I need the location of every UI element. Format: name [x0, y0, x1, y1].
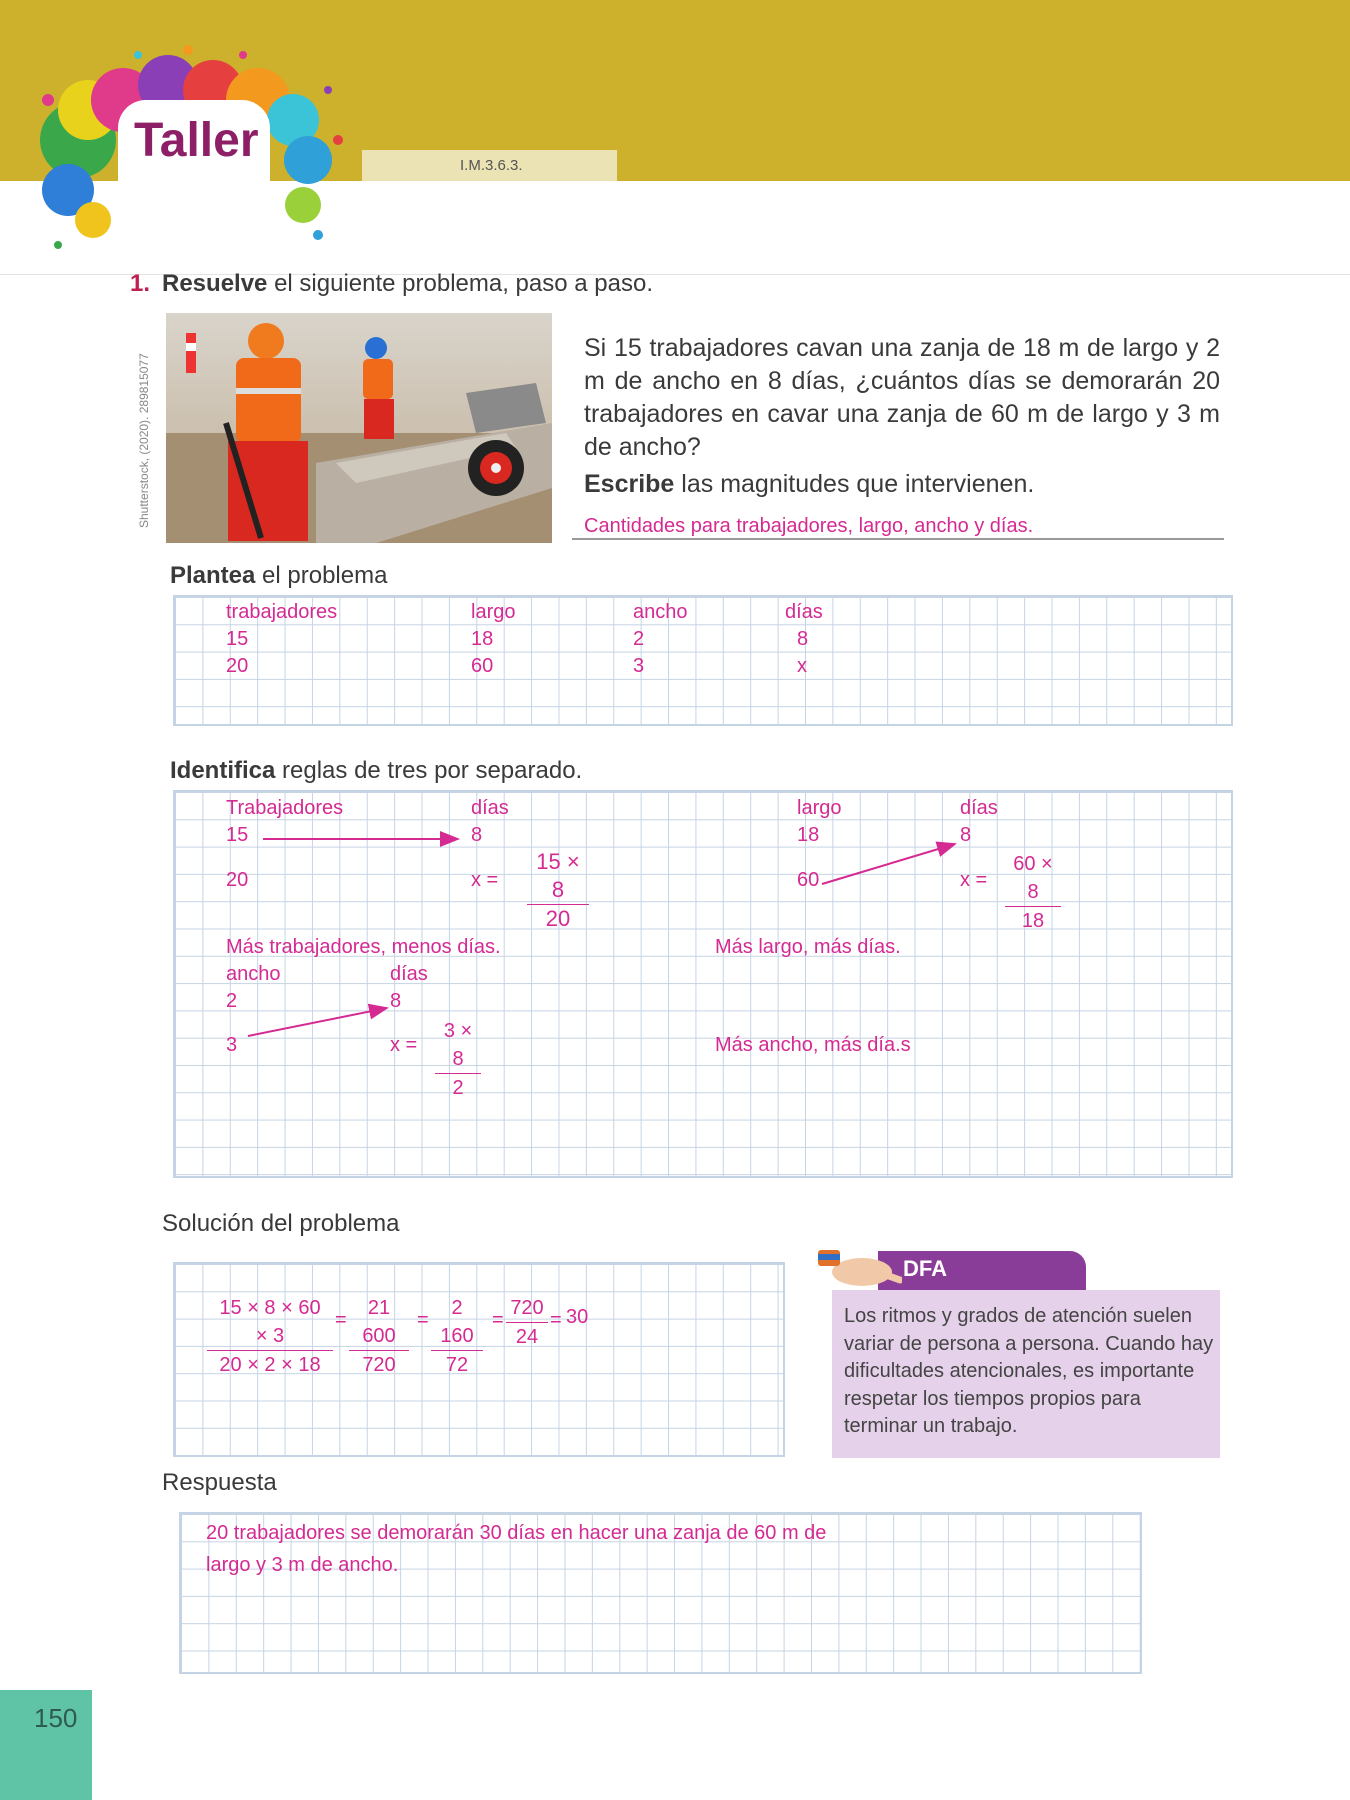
- rule2-value: 8: [960, 824, 972, 846]
- rule1-denominator: 20: [545, 906, 571, 931]
- plantea-cell: x: [797, 655, 807, 677]
- plantea-header-ancho: ancho: [633, 601, 688, 623]
- plantea-cell: 8: [797, 628, 809, 650]
- dfa-title: DFA: [903, 1256, 947, 1281]
- rule-arrows: [175, 792, 1235, 1180]
- plantea-cell: 60: [471, 655, 494, 677]
- rule3-header-a: ancho: [226, 963, 281, 985]
- curriculum-code: I.M.3.6.3.: [362, 150, 617, 181]
- plantea-header-largo: largo: [471, 601, 516, 623]
- equals-sign: =: [492, 1309, 504, 1331]
- rule1-header-b: días: [471, 797, 509, 819]
- rule2-numerator: 60 × 8: [1005, 850, 1061, 907]
- rule2-header-a: largo: [797, 797, 842, 819]
- equals-sign: =: [335, 1309, 347, 1331]
- rule1-note: Más trabajadores, menos días.: [226, 936, 501, 958]
- identifica-heading: Identifica reglas de tres por separado.: [170, 757, 583, 784]
- solution-fraction-4: [506, 1294, 548, 1351]
- rule3-x-label: x =: [390, 1034, 418, 1056]
- arrow-rule2: [822, 844, 955, 884]
- rule1-header-a: Trabajadores: [226, 797, 344, 819]
- rule3-denominator: 2: [452, 1077, 464, 1099]
- question-instruction: Resuelve el siguiente problema, paso a paso.: [162, 270, 653, 297]
- solution-fraction-1: [207, 1294, 333, 1379]
- rule3-numerator: 3 × 8: [435, 1017, 481, 1074]
- rule1-value: 15: [226, 824, 249, 846]
- problem-statement: Si 15 trabajadores cavan una zanja de 18 m de largo y 2 m de ancho en 8 días, ¿cuántos días se demorarán 20 trabajadores en cavar una zanja de 60 m de largo y 3 m de ancho?: [584, 334, 1220, 461]
- equals-sign: =: [550, 1309, 562, 1331]
- identifica-grid: [173, 790, 1233, 1178]
- image-credit: Shutterstock, (2020). 289815077: [137, 353, 151, 528]
- plantea-header-dias: días: [785, 601, 823, 623]
- solution-fraction-2: [349, 1294, 409, 1379]
- rule2-x-label: x =: [960, 869, 988, 891]
- rule2-value: 60: [797, 869, 820, 891]
- plantea-grid: [173, 595, 1233, 726]
- rule3-note: Más ancho, más día.s: [715, 1034, 911, 1056]
- plantea-heading: Plantea el problema: [170, 562, 388, 589]
- question-number: 1.: [130, 270, 151, 297]
- rule2-denominator: 18: [1021, 910, 1045, 932]
- rule3-header-b: días: [390, 963, 428, 985]
- solucion-grid: [173, 1262, 785, 1457]
- respuesta-line-1: 20 trabajadores se demorarán 30 días en hacer una zanja de 60 m de: [206, 1522, 827, 1544]
- rule1-numerator: 15 × 8: [527, 848, 589, 905]
- section-title: Taller: [134, 114, 259, 167]
- plantea-cell: 3: [633, 655, 645, 677]
- dfa-text: Los ritmos y grados de atención suelen variar de persona a persona. Cuando hay dificultades atencionales, es importante respetar los tiempos propios para terminar un trabajo.: [844, 1305, 1214, 1437]
- equals-sign: =: [417, 1309, 429, 1331]
- rule3-value: 2: [226, 990, 238, 1012]
- fraction-denominator: 24: [515, 1326, 539, 1348]
- fraction-numerator: 15 × 8 × 60 × 3: [207, 1294, 333, 1351]
- fraction-numerator: 720: [506, 1294, 548, 1323]
- respuesta-heading: Respuesta: [162, 1469, 277, 1496]
- plantea-cell: 18: [471, 628, 494, 650]
- magnitudes-answer: Cantidades para trabajadores, largo, ancho y días.: [584, 515, 1034, 537]
- fraction-numerator: 2 160: [431, 1294, 483, 1351]
- workers-photo: [166, 313, 552, 543]
- rule2-header-b: días: [960, 797, 998, 819]
- plantea-header-trabajadores: trabajadores: [226, 601, 338, 623]
- solucion-heading: Solución del problema: [162, 1210, 400, 1237]
- rule2-value: 18: [797, 824, 820, 846]
- respuesta-grid: [179, 1512, 1142, 1674]
- solution-fraction-3: [431, 1294, 483, 1379]
- rule2-note: Más largo, más días.: [715, 936, 901, 958]
- solution-result: 30: [566, 1306, 589, 1328]
- rule3-value: 8: [390, 990, 402, 1012]
- page-number: 150: [34, 1703, 78, 1733]
- plantea-cell: 2: [633, 628, 645, 650]
- arrow-rule3: [248, 1008, 387, 1036]
- plantea-cell: 20: [226, 655, 249, 677]
- fraction-numerator: 21 600: [349, 1294, 409, 1351]
- rule3-value: 3: [226, 1034, 238, 1056]
- fraction-denominator: 20 × 2 × 18: [219, 1354, 321, 1376]
- answer-rule: [572, 538, 1224, 540]
- rule1-x-label: x =: [471, 869, 499, 891]
- fraction-denominator: 720: [362, 1354, 396, 1376]
- rule1-value: 8: [471, 824, 483, 846]
- plantea-cell: 15: [226, 628, 249, 650]
- escribe-instruction: Escribe las magnitudes que intervienen.: [584, 470, 1035, 498]
- respuesta-line-2: largo y 3 m de ancho.: [206, 1554, 399, 1576]
- rule1-value: 20: [226, 869, 249, 891]
- fraction-denominator: 72: [445, 1354, 469, 1376]
- hand-pointing-icon: [812, 1240, 902, 1296]
